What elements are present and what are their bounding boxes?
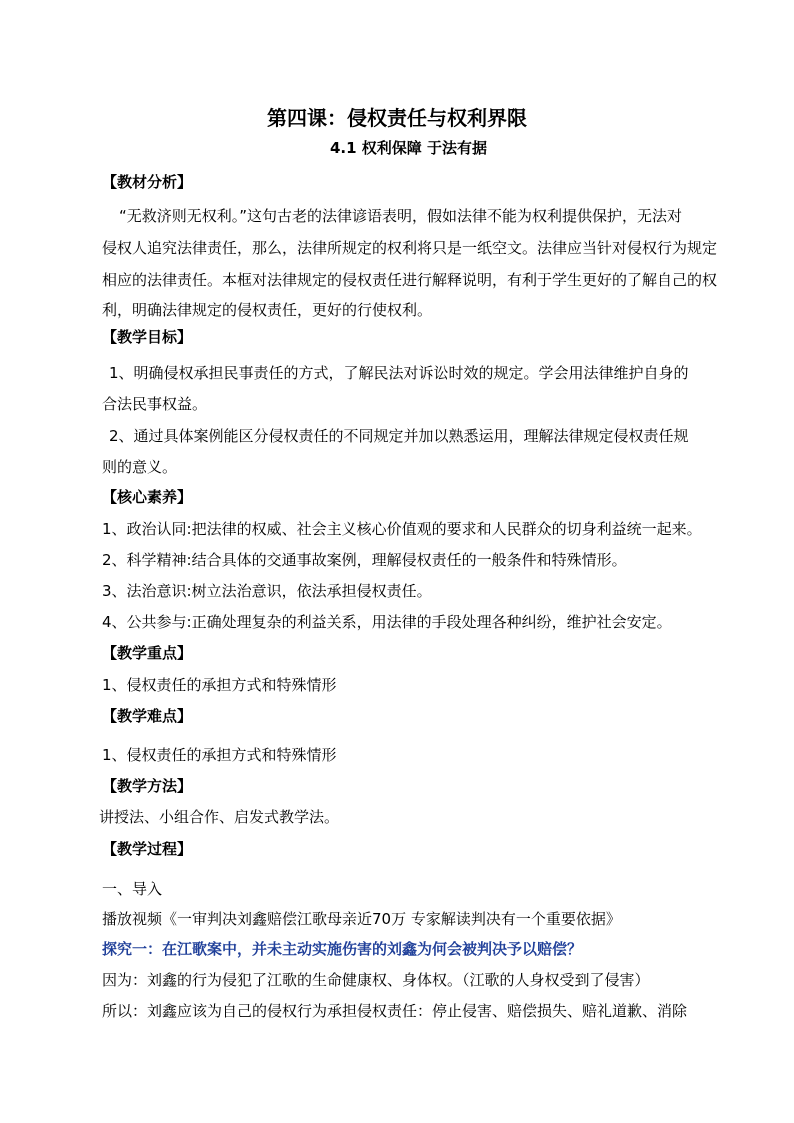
literacy-line: 3、法治意识:树立法治意识，依法承担侵权责任。 (102, 582, 432, 600)
goal-line: 1、明确侵权承担民事责任的方式，了解民法对诉讼时效的规定。学会用法律维护自身的 (109, 364, 689, 382)
process-line: 播放视频《一审判决刘鑫赔偿江歌母亲近70万 专家解读判决有一个重要依据》 (102, 910, 621, 928)
analysis-line: 利，明确法律规定的侵权责任，更好的行使权利。 (102, 301, 433, 319)
process-line: 一、导入 (102, 880, 163, 898)
explore-question-one: 探究一：在江歌案中，并未主动实施伤害的刘鑫为何会被判决予以赔偿？ (102, 940, 583, 958)
heading-difficulties: 【教学难点】 (102, 707, 193, 725)
heading-core-literacy: 【核心素养】 (102, 488, 193, 506)
goal-line: 则的意义。 (102, 458, 178, 476)
heading-methods: 【教学方法】 (102, 777, 193, 795)
section-subtitle: 4.1 权利保障 于法有据 (330, 139, 488, 157)
process-line: 因为：刘鑫的行为侵犯了江歌的生命健康权、身体权。（江歌的人身权受到了侵害） (102, 971, 650, 989)
process-line: 所以：刘鑫应该为自己的侵权行为承担侵权责任：停止侵害、赔偿损失、赔礼道歉、消除 (102, 1002, 688, 1020)
lesson-title: 第四课：侵权责任与权利界限 (267, 106, 527, 130)
difficulty-line: 1、侵权责任的承担方式和特殊情形 (102, 746, 337, 764)
literacy-line: 4、公共参与:正确处理复杂的利益关系，用法律的手段处理各种纠纷，维护社会安定。 (102, 613, 672, 631)
goal-line: 2、通过具体案例能区分侵权责任的不同规定并加以熟悉运用，理解法律规定侵权责任规 (109, 427, 689, 445)
heading-process: 【教学过程】 (102, 840, 193, 858)
analysis-line: 侵权人追究法律责任，那么，法律所规定的权利将只是一纸空文。法律应当针对侵权行为规定 (102, 239, 718, 257)
key-point-line: 1、侵权责任的承担方式和特殊情形 (102, 676, 337, 694)
analysis-line: “无救济则无权利。”这句古老的法律谚语表明，假如法律不能为权利提供保护，无法对 (119, 207, 683, 225)
heading-textbook-analysis: 【教材分析】 (102, 173, 193, 191)
heading-key-points: 【教学重点】 (102, 644, 193, 662)
literacy-line: 1、政治认同:把法律的权威、社会主义核心价值观的要求和人民群众的切身利益统一起来。 (102, 520, 702, 538)
literacy-line: 2、科学精神:结合具体的交通事故案例，理解侵权责任的一般条件和特殊情形。 (102, 551, 627, 569)
heading-teaching-goals: 【教学目标】 (102, 328, 193, 346)
method-line: 讲授法、小组合作、启发式教学法。 (99, 808, 340, 826)
analysis-line: 相应的法律责任。本框对法律规定的侵权责任进行解释说明，有利于学生更好的了解自己的权 (102, 271, 718, 289)
goal-line: 合法民事权益。 (102, 395, 208, 413)
